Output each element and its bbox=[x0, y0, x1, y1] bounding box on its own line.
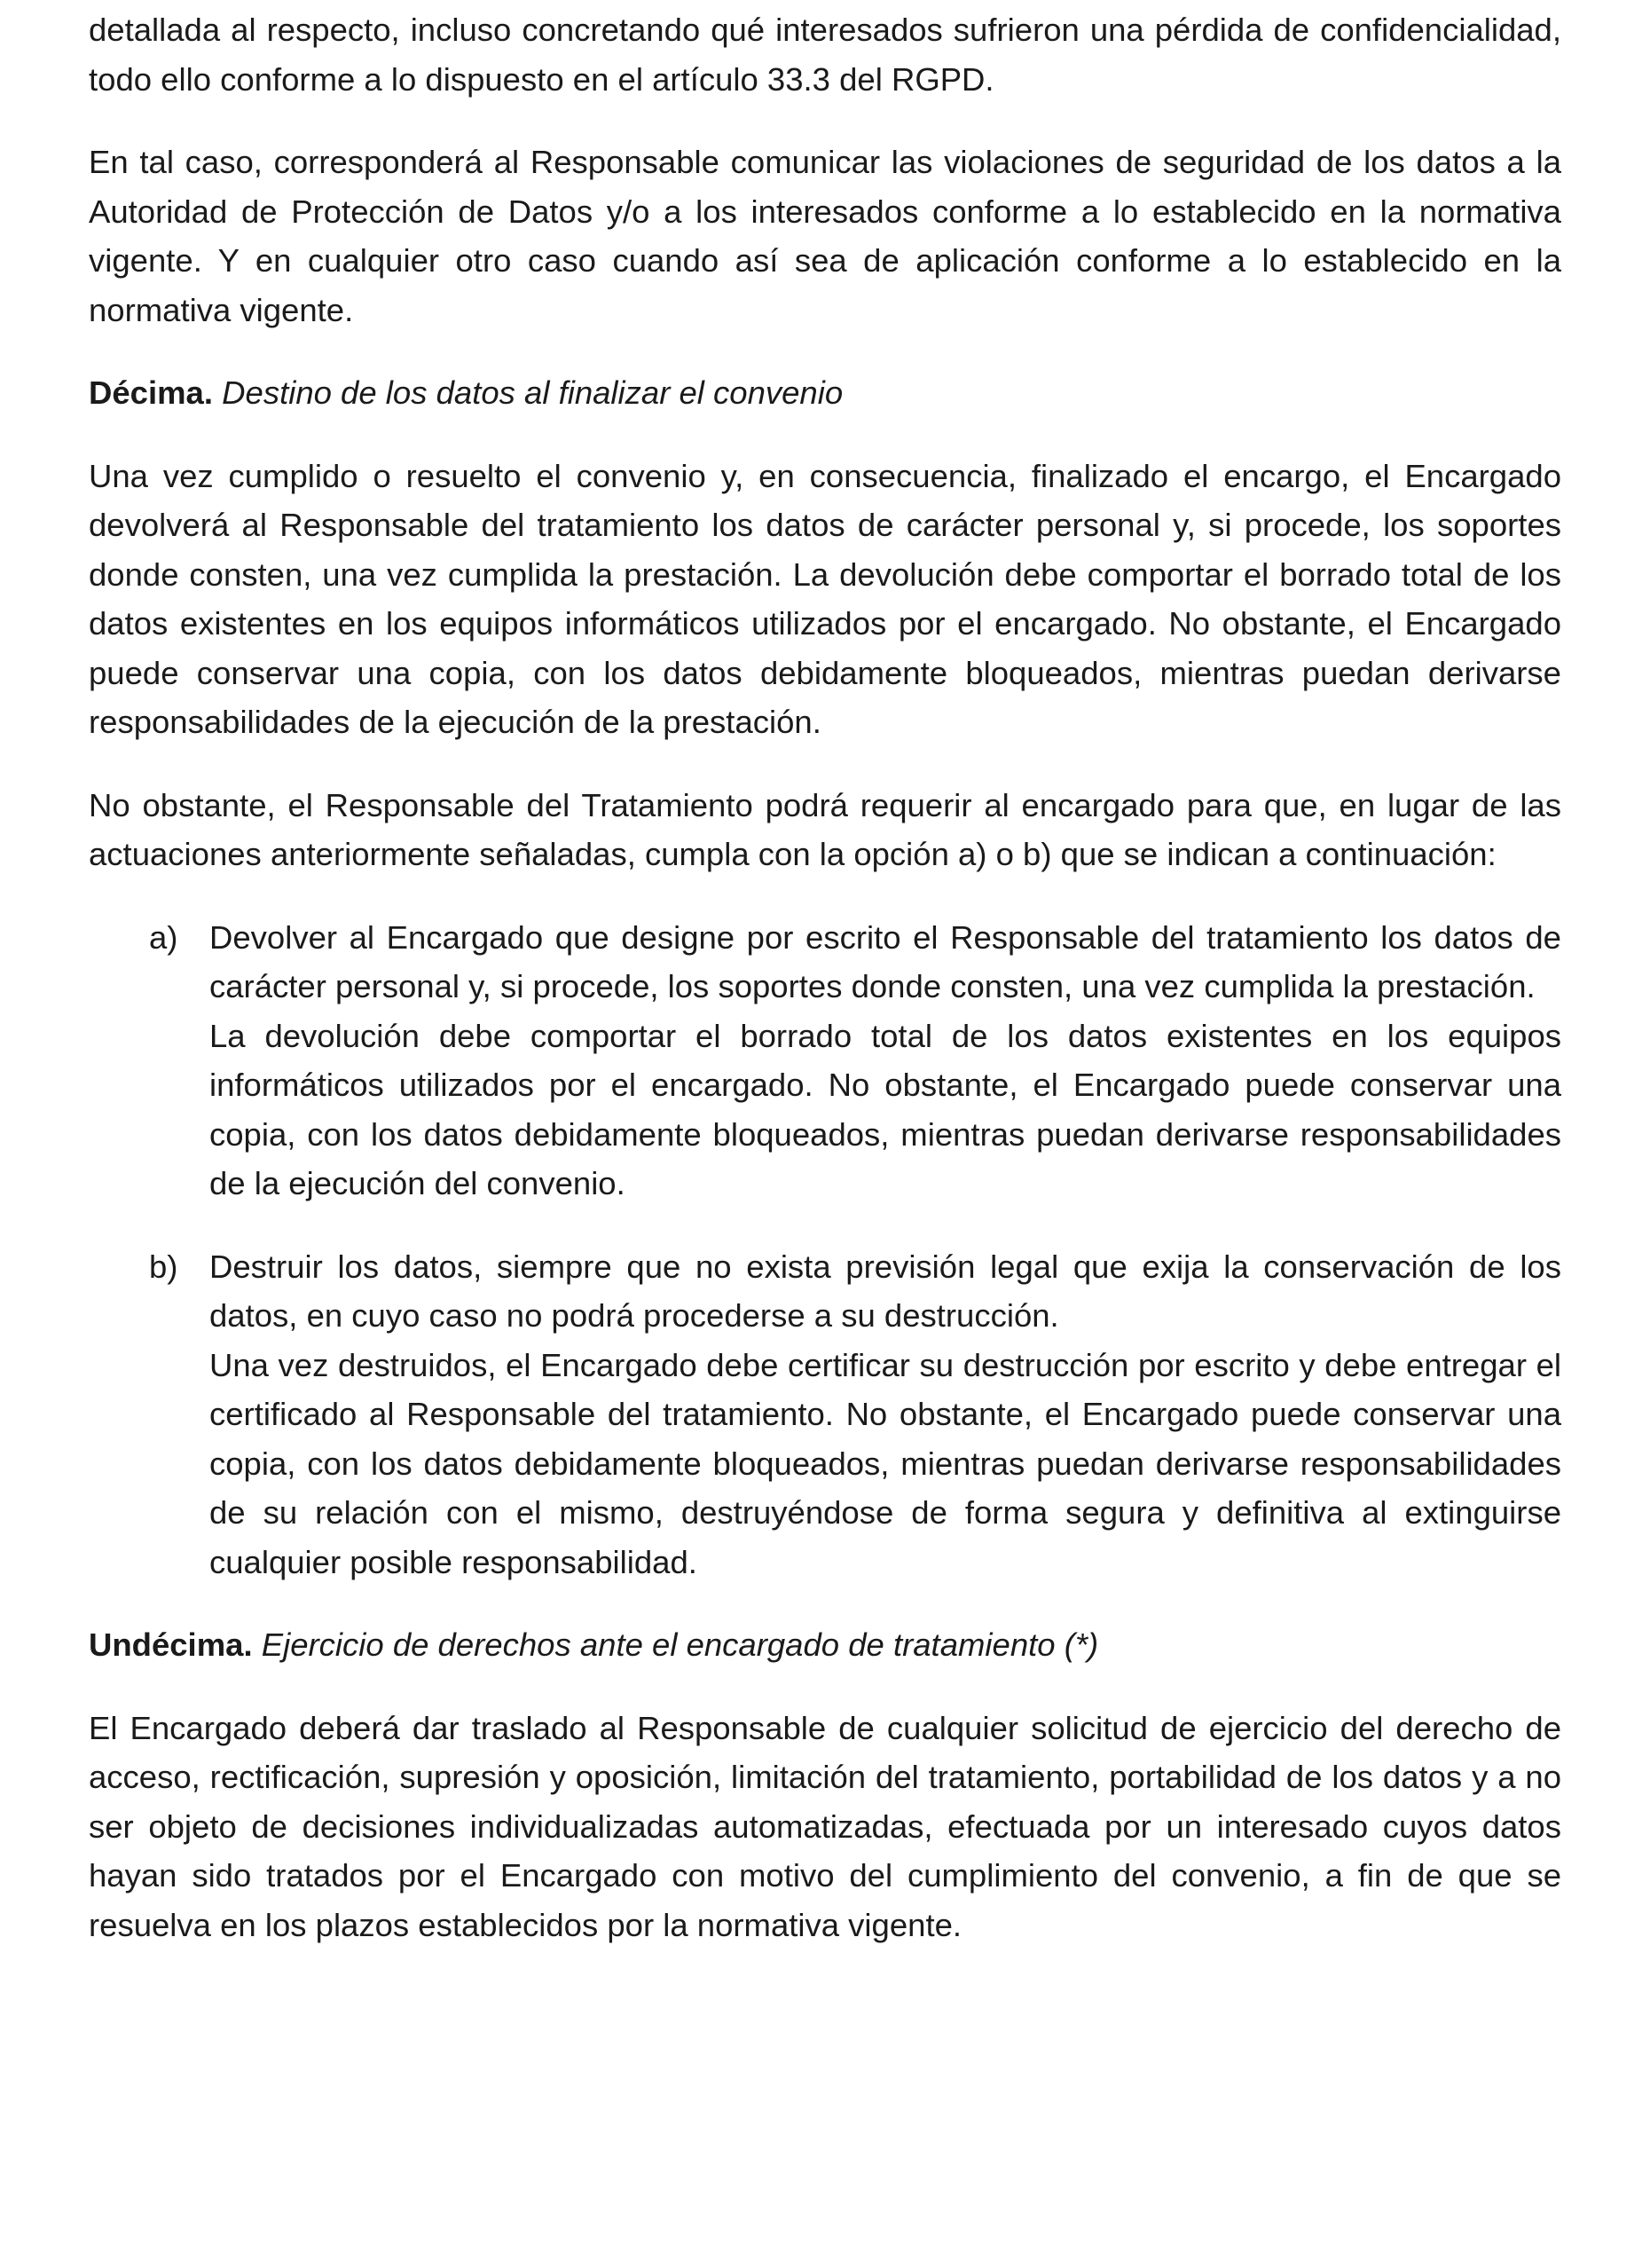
paragraph-breach-communication: En tal caso, corresponderá al Responsable comunicar las violaciones de seguridad de los datos a la Autoridad de Protección de Datos y/o a los interesados conforme a lo establecido en la normativa vigente. Y en cualquier otro caso cuando así sea de aplicación conforme a lo establecido en la normativa vigente. bbox=[89, 144, 1561, 328]
heading-decima bbox=[89, 368, 1561, 418]
paragraph-data-return: Una vez cumplido o resuelto el convenio y, en consecuencia, finalizado el encargo, el Encargado devolverá al Responsable del tratamiento los datos de carácter personal y, si procede, los soportes donde consten, una vez cumplida la prestación. La devolución debe comportar el borrado total de los datos existentes en los equipos informáticos utilizados por el encargado. No obstante, el Encargado puede conservar una copia, con los datos debidamente bloqueados, mientras puedan derivarse responsabilidades de la ejecución de la prestación. bbox=[89, 457, 1561, 740]
heading-undecima bbox=[89, 1620, 1561, 1670]
list-item-b bbox=[89, 1242, 1561, 1587]
list-marker-a: a) bbox=[149, 918, 178, 956]
list-item-b-text-1: Destruir los datos, siempre que no exista previsión legal que exija la conservación de los datos, en cuyo caso no podrá procederse a su destrucción. bbox=[209, 1248, 1561, 1334]
list-marker-b: b) bbox=[149, 1248, 178, 1285]
heading-decima-label: Décima. bbox=[89, 374, 213, 411]
list-item-a-text-2: La devolución debe comportar el borrado total de los datos existentes en los equipos informáticos utilizados por el encargado. No obstante, el Encargado puede conservar una copia, con los datos debidamente bloqueados, mientras puedan derivarse responsabilidades de la ejecución del convenio. bbox=[209, 1017, 1561, 1201]
list-item-a bbox=[89, 913, 1561, 1209]
heading-undecima-title: Ejercicio de derechos ante el encargado de tratamiento (*) bbox=[261, 1626, 1099, 1663]
paragraph-breach-detail: detallada al respecto, incluso concretando qué interesados sufrieron una pérdida de confidencialidad, todo ello conforme a lo dispuesto en el artículo 33.3 del RGPD. bbox=[89, 12, 1561, 98]
paragraph-options-intro: No obstante, el Responsable del Tratamiento podrá requerir al encargado para que, en lugar de las actuaciones anteriormente señaladas, cumpla con la opción a) o b) que se indican a continuación: bbox=[89, 786, 1561, 872]
heading-undecima-label: Undécima. bbox=[89, 1626, 253, 1663]
paragraph-rights-transfer: El Encargado deberá dar traslado al Responsable de cualquier solicitud de ejercicio del derecho de acceso, rectificación, supresión y oposición, limitación del tratamiento, portabilidad de los datos y a no ser objeto de decisiones individualizadas automatizadas, efectuada por un interesado cuyos datos hayan sido tratados por el Encargado con motivo del cumplimiento del convenio, a fin de que se resuelva en los plazos establecidos por la normativa vigente. bbox=[89, 1709, 1561, 1943]
heading-decima-title: Destino de los datos al finalizar el convenio bbox=[222, 374, 844, 411]
document-page bbox=[89, 0, 1561, 1949]
list-item-a-text-1: Devolver al Encargado que designe por escrito el Responsable del tratamiento los datos de carácter personal y, si procede, los soportes donde consten, una vez cumplida la prestación. bbox=[209, 918, 1561, 1004]
list-item-b-text-2: Una vez destruidos, el Encargado debe certificar su destrucción por escrito y debe entregar el certificado al Responsable del tratamiento. No obstante, el Encargado puede conservar una copia, con los datos debidamente bloqueados, mientras puedan derivarse responsabilidades de su relación con el mismo, destruyéndose de forma segura y definitiva al extinguirse cualquier posible responsabilidad. bbox=[209, 1346, 1561, 1580]
